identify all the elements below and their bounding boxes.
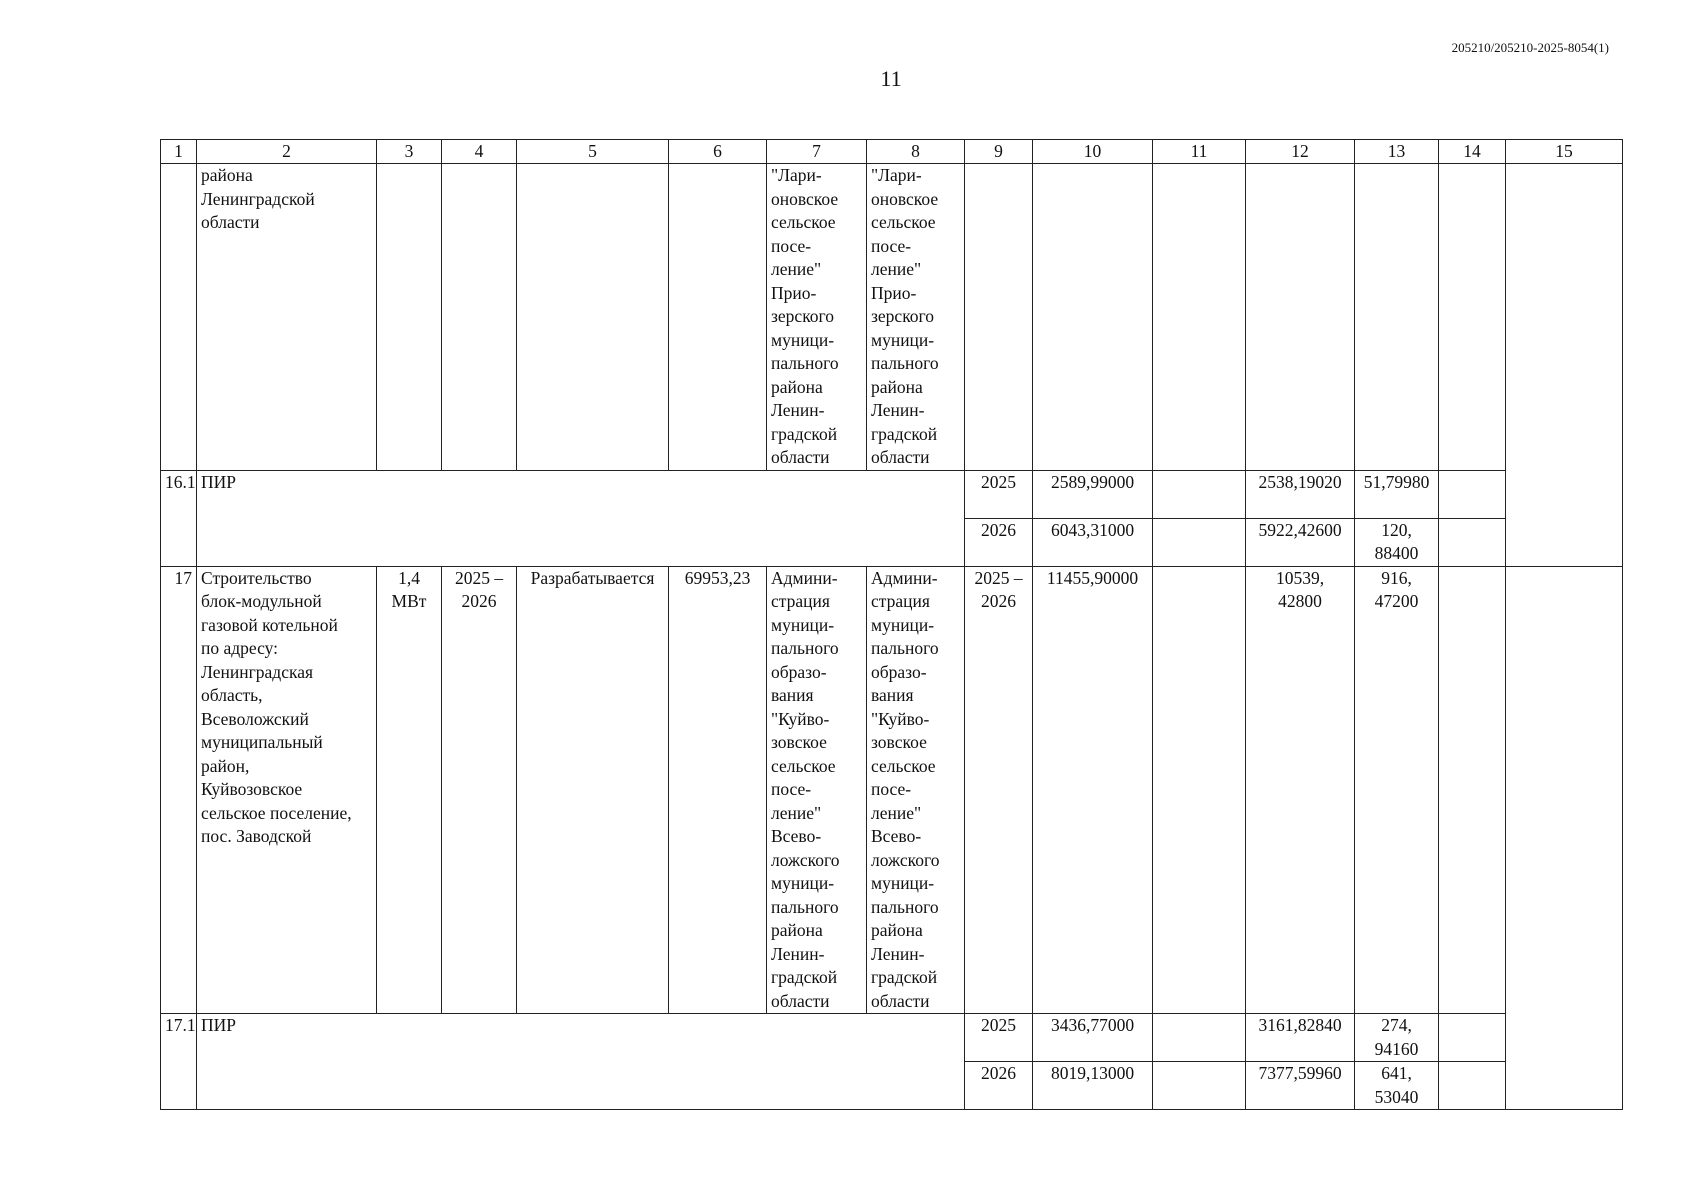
cell-empty bbox=[1506, 566, 1623, 1110]
subitem-name-cell: ПИР bbox=[197, 470, 965, 566]
cell-empty bbox=[1439, 1062, 1506, 1110]
page-number: 11 bbox=[880, 66, 902, 91]
table-row bbox=[161, 566, 1623, 1014]
column-header: 15 bbox=[1506, 140, 1623, 164]
row-number-cell: 17.1 bbox=[161, 1014, 197, 1110]
column-header: 5 bbox=[517, 140, 669, 164]
cell-empty bbox=[669, 164, 767, 471]
customer-cell: "Лари- оновское сельское посе- ление" Прио- зерского муници- пального района Ленин- градской области bbox=[767, 164, 867, 471]
local-budget-cell: 51,79980 bbox=[1355, 470, 1439, 518]
cell-empty bbox=[517, 164, 669, 471]
object-name-cell: района Ленинградской области bbox=[197, 164, 377, 471]
cell-empty bbox=[1506, 164, 1623, 567]
total-cost-cell: 8019,13000 bbox=[1033, 1062, 1153, 1110]
column-header: 2 bbox=[197, 140, 377, 164]
cell-empty bbox=[1439, 566, 1506, 1014]
cell-empty bbox=[161, 164, 197, 471]
developer-cell: "Лари- оновское сельское посе- ление" Прио- зерского муници- пального района Ленин- градской области bbox=[867, 164, 965, 471]
cell-empty bbox=[1153, 1014, 1246, 1062]
year-cell: 2026 bbox=[965, 1062, 1033, 1110]
cell-empty bbox=[1153, 566, 1246, 1014]
regional-budget-cell: 2538,19020 bbox=[1246, 470, 1355, 518]
total-cost-cell: 3436,77000 bbox=[1033, 1014, 1153, 1062]
subitem-name-cell: ПИР bbox=[197, 1014, 965, 1110]
document-code: 205210/205210-2025-8054(1) bbox=[1451, 40, 1609, 55]
local-budget-cell: 274, 94160 bbox=[1355, 1014, 1439, 1062]
cell-empty bbox=[377, 164, 442, 471]
status-cell: Разрабатывается bbox=[517, 566, 669, 1014]
cell-empty bbox=[1355, 164, 1439, 471]
regional-budget-cell: 5922,42600 bbox=[1246, 518, 1355, 566]
data-table bbox=[160, 139, 1623, 1110]
column-header: 3 bbox=[377, 140, 442, 164]
years-cell: 2025 – 2026 bbox=[965, 566, 1033, 1014]
column-header: 6 bbox=[669, 140, 767, 164]
year-cell: 2026 bbox=[965, 518, 1033, 566]
table-row bbox=[161, 1014, 1623, 1062]
cell-empty bbox=[1153, 164, 1246, 471]
column-header: 10 bbox=[1033, 140, 1153, 164]
column-header: 11 bbox=[1153, 140, 1246, 164]
cell-empty bbox=[1246, 164, 1355, 471]
customer-cell: Админи- страция муници- пального образо- вания "Куйво- зовское сельское посе- ление" Всево- ложского муници- пального района Ленин- градской области bbox=[767, 566, 867, 1014]
column-header: 7 bbox=[767, 140, 867, 164]
cell-empty bbox=[1033, 164, 1153, 471]
local-budget-cell: 916, 47200 bbox=[1355, 566, 1439, 1014]
cell-empty bbox=[1439, 470, 1506, 518]
total-cost-cell: 11455,90000 bbox=[1033, 566, 1153, 1014]
table-row bbox=[161, 470, 1623, 518]
cell-empty bbox=[965, 164, 1033, 471]
period-cell: 2025 – 2026 bbox=[442, 566, 517, 1014]
cell-empty bbox=[1439, 1014, 1506, 1062]
column-header: 8 bbox=[867, 140, 965, 164]
cell-empty bbox=[442, 164, 517, 471]
column-header: 12 bbox=[1246, 140, 1355, 164]
year-cell: 2025 bbox=[965, 1014, 1033, 1062]
cell-empty bbox=[1439, 518, 1506, 566]
regional-budget-cell: 10539, 42800 bbox=[1246, 566, 1355, 1014]
column-number-row bbox=[161, 140, 1623, 164]
column-header: 4 bbox=[442, 140, 517, 164]
object-name-cell: Строительство блок-модульной газовой котельной по адресу: Ленинградская область, Всеволожский муниципальный район, Куйвозовское сельское поселение, пос. Заводской bbox=[197, 566, 377, 1014]
column-header: 13 bbox=[1355, 140, 1439, 164]
column-header: 9 bbox=[965, 140, 1033, 164]
cell-empty bbox=[1153, 470, 1246, 518]
column-header: 14 bbox=[1439, 140, 1506, 164]
capacity-cell: 1,4 МВт bbox=[377, 566, 442, 1014]
cell-empty bbox=[1153, 518, 1246, 566]
cell-empty bbox=[1153, 1062, 1246, 1110]
column-header: 1 bbox=[161, 140, 197, 164]
local-budget-cell: 120, 88400 bbox=[1355, 518, 1439, 566]
estimated-cost-cell: 69953,23 bbox=[669, 566, 767, 1014]
row-number-cell: 17 bbox=[161, 566, 197, 1014]
regional-budget-cell: 7377,59960 bbox=[1246, 1062, 1355, 1110]
table-row bbox=[161, 164, 1623, 471]
total-cost-cell: 2589,99000 bbox=[1033, 470, 1153, 518]
row-number-cell: 16.1 bbox=[161, 470, 197, 566]
cell-empty bbox=[1439, 164, 1506, 471]
total-cost-cell: 6043,31000 bbox=[1033, 518, 1153, 566]
regional-budget-cell: 3161,82840 bbox=[1246, 1014, 1355, 1062]
year-cell: 2025 bbox=[965, 470, 1033, 518]
developer-cell: Админи- страция муници- пального образо- вания "Куйво- зовское сельское посе- ление" Всево- ложского муници- пального района Ленин- градской области bbox=[867, 566, 965, 1014]
local-budget-cell: 641, 53040 bbox=[1355, 1062, 1439, 1110]
